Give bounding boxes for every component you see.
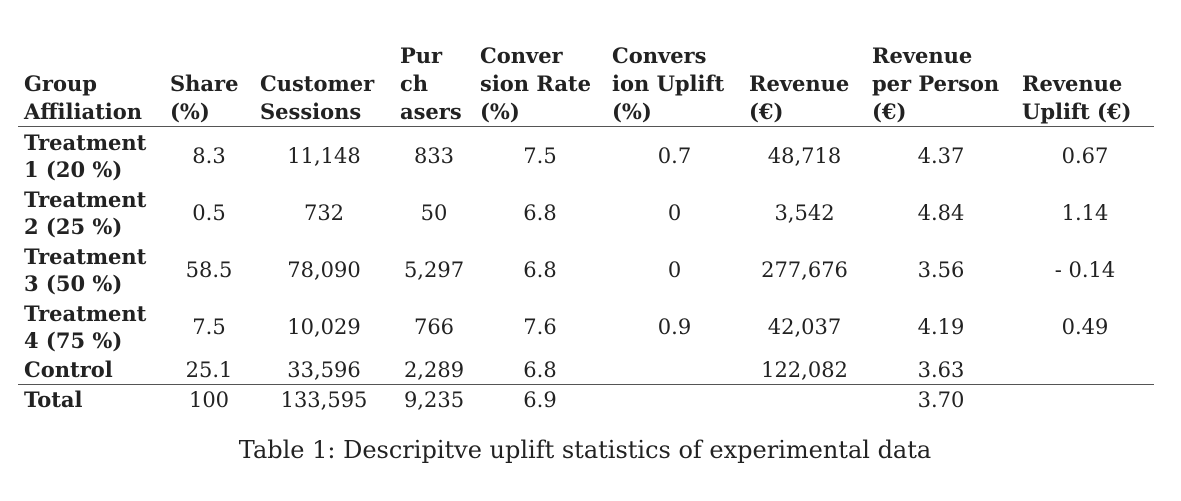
table-row-control (18, 355, 1154, 385)
header-conversion-rate: Conver sion Rate (%) (474, 36, 606, 127)
cell-conversion-rate: 7.6 (523, 314, 557, 339)
cell-conversion-uplift: 0 (667, 200, 682, 225)
header-revenue: Revenue (€) (743, 36, 866, 127)
header-group-affiliation: Group Affiliation (18, 36, 164, 127)
cell-revenue-per-person: 4.84 (917, 200, 965, 225)
cell-revenue-uplift: 0.49 (1061, 314, 1109, 339)
cell-revenue-uplift: - 0.14 (1054, 257, 1116, 282)
cell-conversion-rate: 6.8 (523, 257, 557, 282)
cell-revenue-per-person: 3.70 (866, 385, 1016, 415)
cell-sessions: 11,148 (287, 143, 361, 168)
cell-share: 58.5 (185, 257, 233, 282)
table-row-treatment-4 (18, 298, 1154, 355)
cell-group: Treatment 4 (75 %) (24, 300, 147, 353)
table-caption: Table 1: Descripitve uplift statistics of experimental data (238, 436, 932, 464)
cell-revenue-per-person: 4.19 (917, 314, 965, 339)
cell-revenue-per-person: 3.63 (917, 357, 965, 382)
cell-share: 25.1 (185, 357, 233, 382)
cell-group: Treatment 3 (50 %) (24, 243, 147, 296)
cell-sessions: 732 (303, 200, 345, 225)
cell-conversion-uplift (606, 355, 743, 385)
cell-revenue-uplift: 0.67 (1061, 143, 1109, 168)
cell-share: 8.3 (192, 143, 226, 168)
cell-group: Total (18, 385, 164, 415)
cell-revenue-per-person: 3.56 (917, 257, 965, 282)
header-customer-sessions: Customer Sessions (254, 36, 394, 127)
cell-conversion-rate: 6.9 (474, 385, 606, 415)
uplift-statistics-table (18, 36, 1154, 414)
cell-revenue: 122,082 (761, 357, 848, 382)
cell-conversion-uplift (606, 385, 743, 415)
table-row-total (18, 385, 1154, 415)
cell-share: 100 (164, 385, 254, 415)
header-revenue-per-person: Revenue per Person (€) (866, 36, 1016, 127)
cell-revenue: 42,037 (767, 314, 842, 339)
header-revenue-uplift: Revenue Uplift (€) (1016, 36, 1154, 127)
cell-sessions: 33,596 (287, 357, 361, 382)
table-row-treatment-1 (18, 127, 1154, 185)
cell-purchasers: 5,297 (403, 257, 465, 282)
header-purchasers: Pur ch asers (394, 36, 474, 127)
cell-conversion-rate: 6.8 (523, 200, 557, 225)
cell-revenue: 3,542 (774, 200, 835, 225)
cell-conversion-rate: 6.8 (523, 357, 557, 382)
cell-revenue (743, 385, 866, 415)
cell-revenue-uplift: 1.14 (1061, 200, 1109, 225)
table-row-treatment-3 (18, 241, 1154, 298)
header-share: Share (%) (164, 36, 254, 127)
cell-revenue-uplift (1016, 385, 1154, 415)
cell-group: Control (24, 357, 113, 382)
cell-group: Treatment 1 (20 %) (24, 129, 147, 182)
cell-conversion-uplift: 0.7 (657, 143, 692, 168)
cell-share: 0.5 (192, 200, 226, 225)
cell-purchasers: 9,235 (394, 385, 474, 415)
cell-sessions: 133,595 (254, 385, 394, 415)
table-row-treatment-2 (18, 184, 1154, 241)
cell-conversion-uplift: 0.9 (657, 314, 692, 339)
cell-sessions: 10,029 (287, 314, 361, 339)
cell-revenue: 48,718 (767, 143, 842, 168)
cell-group: Treatment 2 (25 %) (24, 186, 147, 239)
cell-revenue-uplift (1016, 355, 1154, 385)
cell-purchasers: 2,289 (403, 357, 465, 382)
cell-sessions: 78,090 (287, 257, 361, 282)
cell-purchasers: 766 (413, 314, 455, 339)
cell-revenue: 277,676 (761, 257, 848, 282)
cell-purchasers: 50 (420, 200, 448, 225)
cell-revenue-per-person: 4.37 (917, 143, 965, 168)
cell-conversion-rate: 7.5 (523, 143, 557, 168)
table-header-row (18, 36, 1154, 127)
cell-purchasers: 833 (413, 143, 455, 168)
cell-share: 7.5 (192, 314, 226, 339)
header-conversion-uplift: Convers ion Uplift (%) (606, 36, 743, 127)
cell-conversion-uplift: 0 (667, 257, 682, 282)
